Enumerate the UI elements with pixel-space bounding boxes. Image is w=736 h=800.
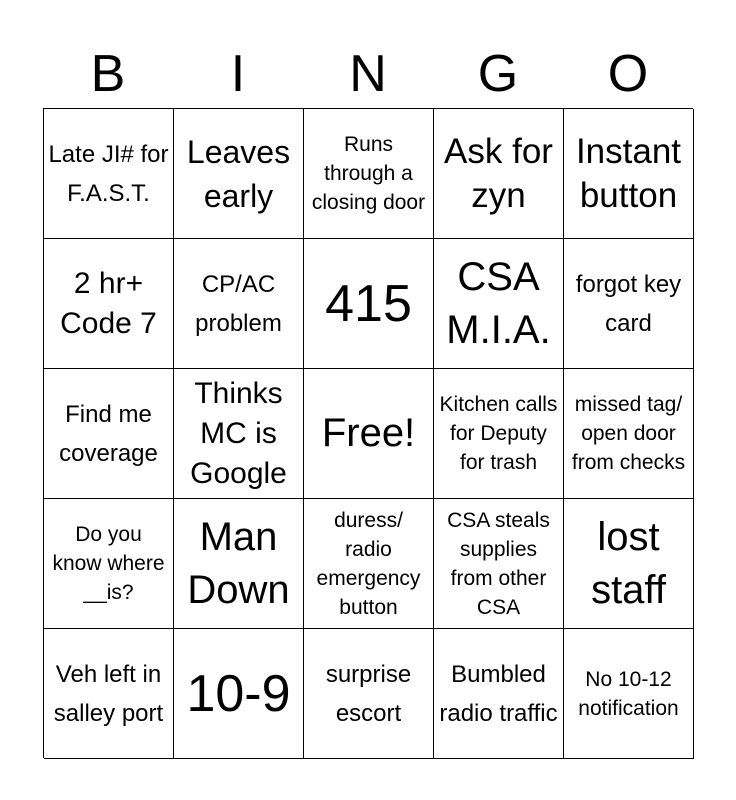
bingo-cell[interactable]	[564, 499, 694, 629]
bingo-cell[interactable]	[304, 109, 434, 239]
bingo-cell[interactable]	[304, 629, 434, 759]
cell-text: Ask for zyn	[444, 131, 553, 215]
bingo-cell[interactable]	[564, 109, 694, 239]
cell-text: 10-9	[186, 664, 291, 723]
header-letter-n: N	[349, 45, 387, 103]
bingo-cell free-space[interactable]	[304, 369, 434, 499]
cell-text: Runs through a closing door	[311, 133, 426, 214]
cell-text: 415	[325, 274, 412, 333]
bingo-cell[interactable]	[434, 499, 564, 629]
bingo-cell[interactable]	[44, 629, 174, 759]
bingo-cell[interactable]	[304, 499, 434, 629]
bingo-cell[interactable]	[44, 239, 174, 369]
header-letter-b: B	[90, 45, 126, 103]
bingo-cell[interactable]	[304, 239, 434, 369]
cell-text: forgot key card	[575, 270, 682, 337]
bingo-cell[interactable]	[44, 499, 174, 629]
bingo-cell[interactable]	[434, 239, 564, 369]
cell-text: Thinks MC is Google	[190, 376, 287, 490]
bingo-cell[interactable]	[564, 369, 694, 499]
bingo-cell[interactable]	[434, 109, 564, 239]
cell-text: CSA M.I.A.	[446, 254, 551, 352]
bingo-cell[interactable]	[434, 369, 564, 499]
header-letter-g: G	[477, 45, 519, 103]
cell-text: Kitchen calls for Deputy for trash	[439, 393, 558, 474]
bingo-header	[43, 40, 693, 108]
bingo-cell[interactable]	[564, 629, 694, 759]
cell-text: lost staff	[591, 514, 666, 612]
cell-text: No 10-12 notification	[578, 667, 679, 720]
cell-text: Do you know where __is?	[52, 523, 165, 604]
bingo-cell[interactable]	[44, 109, 174, 239]
cell-text: Find me coverage	[59, 400, 158, 467]
cell-text: surprise escort	[325, 660, 412, 727]
bingo-cell[interactable]	[174, 499, 304, 629]
cell-text: Man Down	[187, 514, 290, 612]
cell-text: Bumbled radio traffic	[439, 660, 558, 727]
header-letter-i: I	[230, 45, 246, 103]
bingo-grid	[43, 108, 693, 758]
bingo-cell[interactable]	[434, 629, 564, 759]
cell-text: Leaves early	[186, 133, 291, 214]
bingo-cell[interactable]	[174, 239, 304, 369]
cell-text: 2 hr+ Code 7	[60, 266, 157, 340]
bingo-cell[interactable]	[174, 109, 304, 239]
cell-text: Veh left in salley port	[53, 660, 164, 727]
cell-text: CSA steals supplies from other CSA	[447, 508, 550, 619]
bingo-cell[interactable]	[174, 629, 304, 759]
bingo-cell[interactable]	[44, 369, 174, 499]
header-letter-o: O	[607, 45, 649, 103]
cell-text: missed tag/ open door from checks	[571, 393, 686, 474]
cell-text: Late JI# for F.A.S.T.	[48, 140, 169, 207]
cell-text: Free!	[321, 411, 416, 455]
cell-text: Instant button	[575, 131, 682, 215]
bingo-cell[interactable]	[174, 369, 304, 499]
cell-text: CP/AC problem	[195, 270, 282, 337]
bingo-cell[interactable]	[564, 239, 694, 369]
cell-text: duress/ radio emergency button	[316, 508, 421, 619]
